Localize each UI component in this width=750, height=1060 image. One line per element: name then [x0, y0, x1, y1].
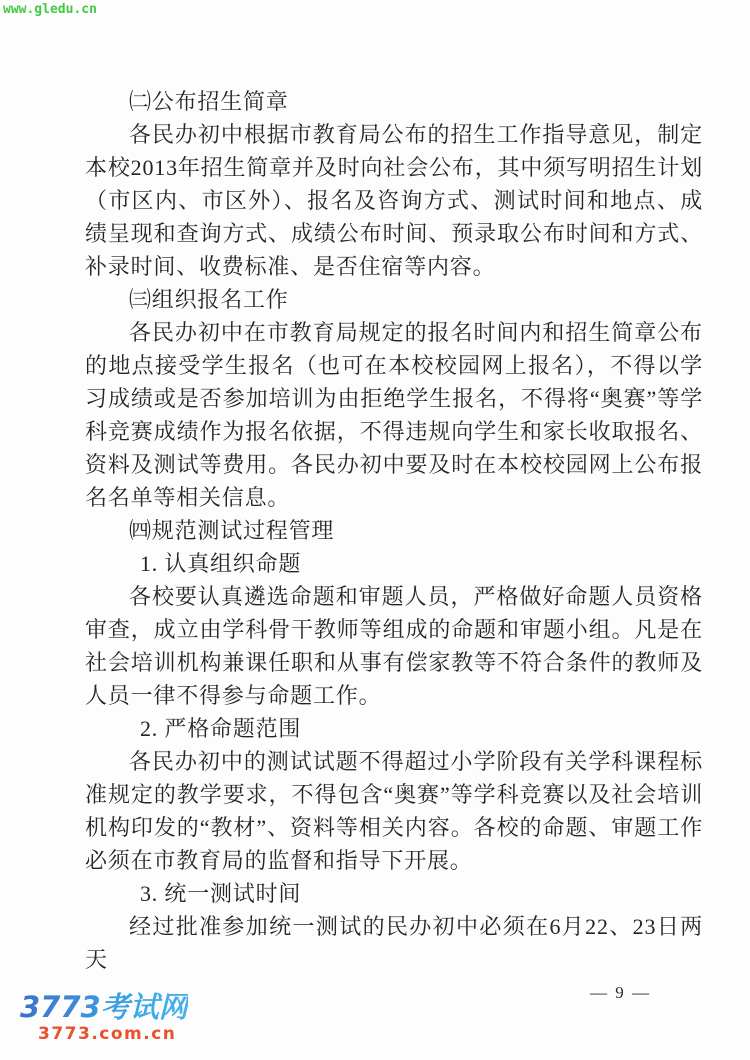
page-number: — 9 —	[590, 983, 651, 1002]
logo-title-text: 3773考试网	[20, 990, 188, 1024]
paragraph: 经过批准参加统一测试的民办初中必须在6月22、23日两天	[85, 914, 703, 972]
paragraph: 各民办初中的测试试题不得超过小学阶段有关学科课程标准规定的教学要求，不得包含“奥赛”等学科竞赛以及社会培训机构印发的“教材”、资料等相关内容。各校的命题、审题工作必须在市教育局的监督和指导下开展。	[85, 749, 703, 873]
section-heading: ㈡公布招生简章	[129, 89, 289, 114]
document-body	[85, 85, 703, 976]
numbered-subheading: 3. 统一测试时间	[140, 881, 302, 906]
paragraph: 各民办初中在市教育局规定的报名时间内和招生简章公布的地点接受学生报名（也可在本校校园网上报名），不得以学习成绩或是否参加培训为由拒绝学生报名，不得将“奥赛”等学科竞赛成绩作为报名依据，不得违规向学生和家长收取报名、资料及测试等费用。各民办初中要及时在本校校园网上公布报名名单等相关信息。	[85, 320, 703, 510]
paragraph: 各校要认真遴选命题和审题人员，严格做好命题人员资格审查，成立由学科骨干教师等组成的命题和审题小组。凡是在社会培训机构兼课任职和从事有偿家教等不符合条件的教师及人员一律不得参与命题工作。	[85, 584, 703, 708]
section-heading: ㈢组织报名工作	[129, 287, 289, 312]
site-watermark: www.gledu.cn	[3, 2, 97, 17]
numbered-subheading: 1. 认真组织命题	[140, 551, 302, 576]
logo-domain-text: 3773.com.cn	[38, 1023, 177, 1044]
numbered-subheading: 2. 严格命题范围	[140, 716, 302, 741]
site-logo	[20, 992, 188, 1044]
paragraph: 各民办初中根据市教育局公布的招生工作指导意见，制定本校2013年招生简章并及时向社会公布，其中须写明招生计划（市区内、市区外）、报名及咨询方式、测试时间和地点、成绩呈现和查询方式、成绩公布时间、预录取公布时间和方式、补录时间、收费标准、是否住宿等内容。	[85, 122, 703, 279]
section-heading: ㈣规范测试过程管理	[129, 518, 335, 543]
